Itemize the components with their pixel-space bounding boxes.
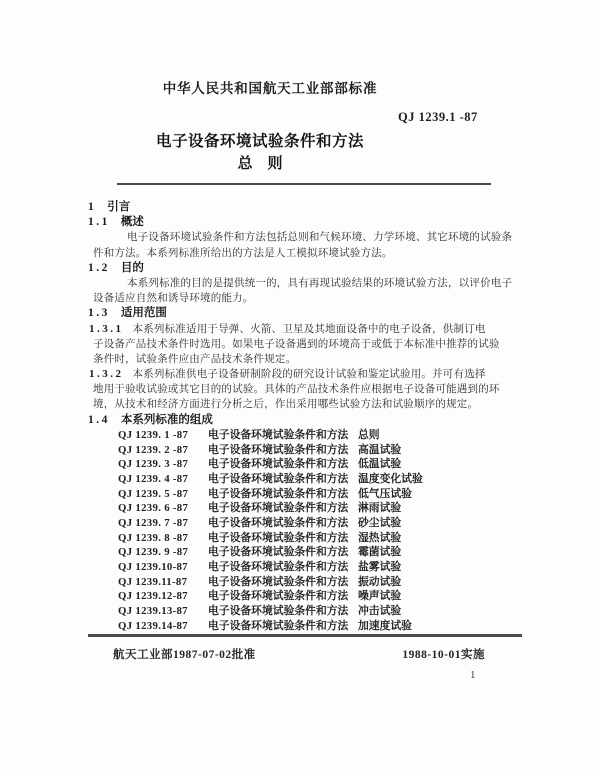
section-title: 适用范围 [120, 307, 167, 320]
standard-row [118, 516, 528, 531]
section-title: 本系列标准的组成 [120, 413, 213, 426]
clause-number: 1.3.1 [89, 322, 124, 335]
standard-row [118, 589, 528, 604]
ministry-header: 中华人民共和国航天工业部部标准 [162, 81, 378, 96]
standard-row [118, 545, 528, 560]
standard-name: 电子设备环境试验条件和方法 [208, 458, 349, 471]
paragraph-line: 境，从技术和经济方面进行分析之后，作出采用哪些试验方法和试验顺序的规定。 [93, 399, 479, 411]
paragraph-line: 条件时，试验条件应由产品技术条件规定。 [93, 353, 297, 365]
standard-part: 淋雨试验 [358, 502, 402, 515]
standard-row [118, 575, 528, 590]
standard-code: QJ 1239.11-87 [118, 575, 188, 588]
standard-part: 砂尘试验 [358, 516, 402, 529]
section-number: 1.2 [88, 261, 110, 274]
clause-text: 本系列标准供电子设备研制阶段的研究设计试验和鉴定试验用。并可有选择 [132, 369, 486, 381]
standard-code: QJ 1239.12-87 [118, 590, 188, 603]
standard-part: 低温试验 [358, 458, 402, 471]
clause-1-3-2-line [89, 367, 528, 382]
clause-text: 本系列标准适用于导弹、火箭、卫星及其地面设备中的电子设备，供制订电 [132, 323, 486, 335]
standard-code: QJ 1239. 7 -87 [118, 516, 189, 529]
approval-date: 航天工业部1987-07-02批准 [113, 649, 256, 661]
footer-rule [88, 634, 522, 637]
standard-name: 电子设备环境试验条件和方法 [208, 472, 349, 485]
standard-row [118, 501, 528, 516]
section-heading-1-1 [88, 215, 528, 230]
standard-code: QJ 1239. 4 -87 [118, 472, 189, 485]
standard-part: 总则 [358, 428, 380, 441]
paragraph-line: 子设备产品技术条件时选用。如果电子设备遇到的环境高于或低于本标准中推荐的试验 [93, 338, 500, 350]
standard-name: 电子设备环境试验条件和方法 [208, 443, 349, 456]
standard-name: 电子设备环境试验条件和方法 [208, 546, 349, 559]
standard-part: 噪声试验 [358, 590, 402, 603]
section-title: 概述 [120, 216, 144, 229]
clause-number: 1.3.2 [89, 368, 124, 381]
chapter-heading [88, 200, 528, 215]
chapter-title: 引言 [107, 201, 131, 213]
paragraph-line: 件和方法。本系列标准所给出的方法是人工模拟环境试验方法。 [93, 247, 393, 259]
standard-name: 电子设备环境试验条件和方法 [208, 575, 349, 588]
standard-code: QJ 1239. 8 -87 [118, 531, 189, 544]
standard-row [118, 604, 528, 619]
standard-name: 电子设备环境试验条件和方法 [208, 619, 349, 632]
standard-row [118, 428, 528, 443]
standard-code: QJ 1239. 3 -87 [118, 458, 189, 471]
paragraph-line: 设备适应自然和诱导环境的能力。 [93, 293, 254, 305]
standard-row [118, 619, 528, 634]
page-number: 1 [470, 669, 476, 681]
header-rule [117, 183, 491, 185]
document-body [88, 200, 528, 633]
section-heading-1-2 [88, 261, 528, 276]
standard-name: 电子设备环境试验条件和方法 [208, 590, 349, 603]
document-subtitle: 总 则 [237, 156, 283, 172]
standard-name: 电子设备环境试验条件和方法 [208, 605, 349, 618]
standard-code: QJ 1239.10-87 [118, 561, 188, 573]
document-title: 电子设备环境试验条件和方法 [155, 133, 364, 150]
standard-row [118, 443, 528, 458]
standard-part: 盐雾试验 [358, 561, 402, 573]
paragraph-line: 地用于验收试验或其它目的的试验。具体的产品技术条件应根据电子设备可能遇到的环 [93, 384, 500, 396]
standard-name: 电子设备环境试验条件和方法 [208, 561, 349, 573]
standard-code: QJ 1239. 2 -87 [118, 443, 189, 456]
standard-code: QJ 1239. 9 -87 [118, 546, 189, 559]
section-number: 1.1 [88, 216, 110, 229]
standard-code: QJ 1239. 5 -87 [118, 487, 189, 500]
standard-part: 高温试验 [358, 443, 402, 456]
standard-row [118, 531, 528, 546]
standard-row [118, 560, 528, 575]
standard-name: 电子设备环境试验条件和方法 [208, 502, 349, 515]
standard-code: QJ 1239.13-87 [118, 605, 188, 618]
section-heading-1-4 [88, 413, 528, 428]
standard-part: 霉菌试验 [358, 546, 402, 559]
document-header [88, 80, 512, 185]
standard-code: QJ 1239. 6 -87 [118, 502, 189, 515]
standard-name: 电子设备环境试验条件和方法 [208, 531, 349, 544]
section-title: 目的 [120, 261, 144, 274]
standard-row [118, 472, 528, 487]
standards-series-list [118, 428, 528, 634]
standard-part: 湿热试验 [358, 531, 402, 544]
paragraph-line: 本系列标准的目的是提供统一的，具有再现试验结果的环境试验方法，以评价电子 [127, 277, 513, 289]
section-heading-1-3 [88, 306, 528, 321]
paragraph-line: 电子设备环境试验条件和方法包括总则和气候环境、力学环境、其它环境的试验条 [127, 232, 513, 244]
clause-1-3-1-line [89, 322, 528, 337]
section-number: 1.3 [88, 307, 110, 320]
standard-name: 电子设备环境试验条件和方法 [208, 428, 349, 441]
standard-code: QJ 1239. 1 -87 [118, 428, 189, 441]
standard-row [118, 457, 528, 472]
chapter-number: 1 [88, 201, 97, 213]
standard-part: 低气压试验 [358, 487, 412, 500]
standard-part: 冲击试验 [358, 605, 402, 618]
standard-number: QJ 1239.1 -87 [398, 110, 478, 124]
implementation-date: 1988-10-01实施 [402, 649, 485, 661]
section-number: 1.4 [88, 413, 110, 426]
standard-code: QJ 1239.14-87 [118, 619, 188, 632]
standard-name: 电子设备环境试验条件和方法 [208, 516, 349, 529]
standard-name: 电子设备环境试验条件和方法 [208, 487, 349, 500]
document-footer [113, 646, 485, 662]
standard-part: 振动试验 [358, 575, 402, 588]
standard-part: 温度变化试验 [358, 472, 423, 485]
standard-row [118, 487, 528, 502]
standard-part: 加速度试验 [358, 619, 412, 632]
